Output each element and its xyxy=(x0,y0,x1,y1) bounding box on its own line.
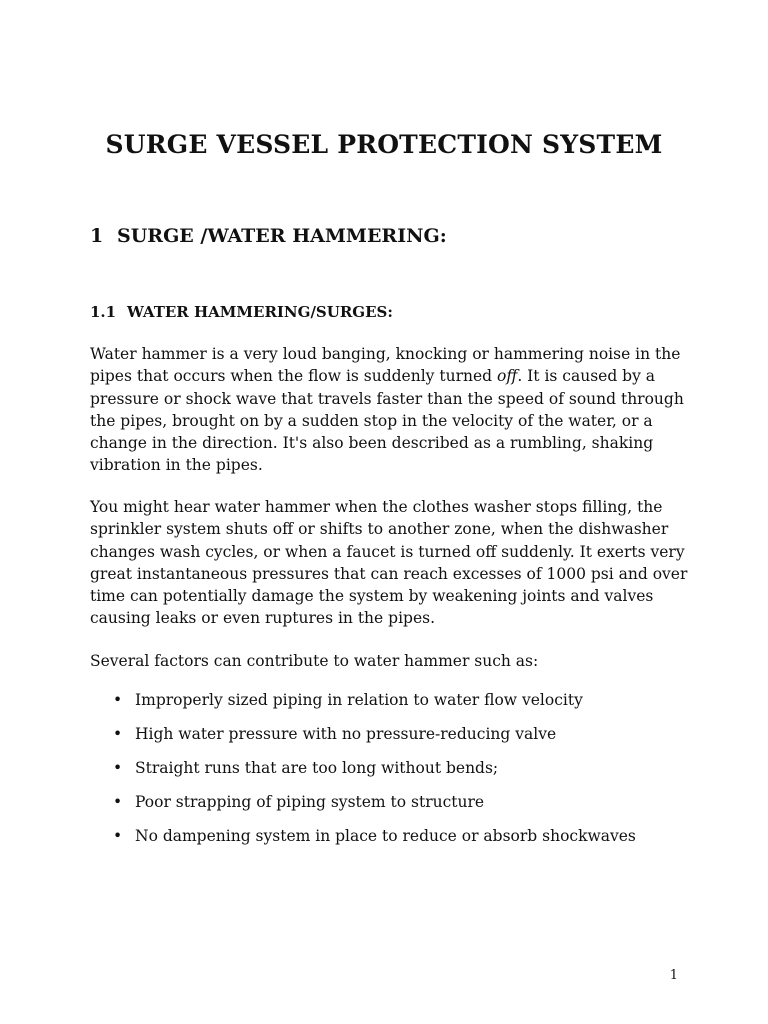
paragraph1-part1: Water hammer is a very loud banging, knocking or hammering noise in the pipes that occurs when the flow is suddenly turned xyxy=(90,345,681,386)
list-item xyxy=(90,723,710,757)
subsection-number: 1.1 xyxy=(90,303,117,321)
bullet-icon: • xyxy=(113,793,123,811)
list-item-text: No dampening system in place to reduce or absorb shockwaves xyxy=(135,827,636,845)
page-number: 1 xyxy=(669,968,678,983)
paragraph-water-hammer-causes: You might hear water hammer when the clothes washer stops filling, the sprinkler system shuts off or shifts to another zone, when the dishwasher changes wash cycles, or when a faucet is turned off suddenly. It exerts very great instantaneous pressures that can reach excesses of 1000 psi and over time can potentially damage the system by weakening joints and valves causing leaks or even ruptures in the pipes. xyxy=(90,498,688,628)
section-number: 1 xyxy=(90,225,104,247)
list-item-text: High water pressure with no pressure-reducing valve xyxy=(135,725,557,743)
bullet-icon: • xyxy=(113,691,123,709)
subsection-heading xyxy=(90,303,393,321)
section-title: SURGE /WATER HAMMERING: xyxy=(117,225,447,247)
list-item xyxy=(90,689,710,723)
list-item xyxy=(90,825,710,859)
contributing-factors-list xyxy=(90,689,710,859)
list-item-text: Improperly sized piping in relation to water flow velocity xyxy=(135,691,583,709)
bullet-icon: • xyxy=(113,725,123,743)
list-item xyxy=(90,757,710,791)
paragraph-water-hammer-definition xyxy=(90,343,690,477)
paragraph1-italic-word: off xyxy=(496,367,518,386)
page-title: SURGE VESSEL PROTECTION SYSTEM xyxy=(105,130,663,159)
list-item-text: Poor strapping of piping system to structure xyxy=(135,793,485,811)
list-item xyxy=(90,791,710,825)
bullet-icon: • xyxy=(113,759,123,777)
paragraph1-part2: . It is caused by a pressure or shock wave that travels faster than the speed of sound through the pipes, brought on by a sudden stop in the velocity of the water, or a change in the direction. It's also been described as a rumbling, shaking vibration in the pipes. xyxy=(90,367,684,475)
bullet-icon: • xyxy=(113,827,123,845)
subsection-title: WATER HAMMERING/SURGES: xyxy=(127,303,393,321)
section-heading xyxy=(90,225,447,247)
list-item-text: Straight runs that are too long without bends; xyxy=(135,759,499,777)
paragraph-contributing-factors-intro: Several factors can contribute to water hammer such as: xyxy=(90,652,539,670)
